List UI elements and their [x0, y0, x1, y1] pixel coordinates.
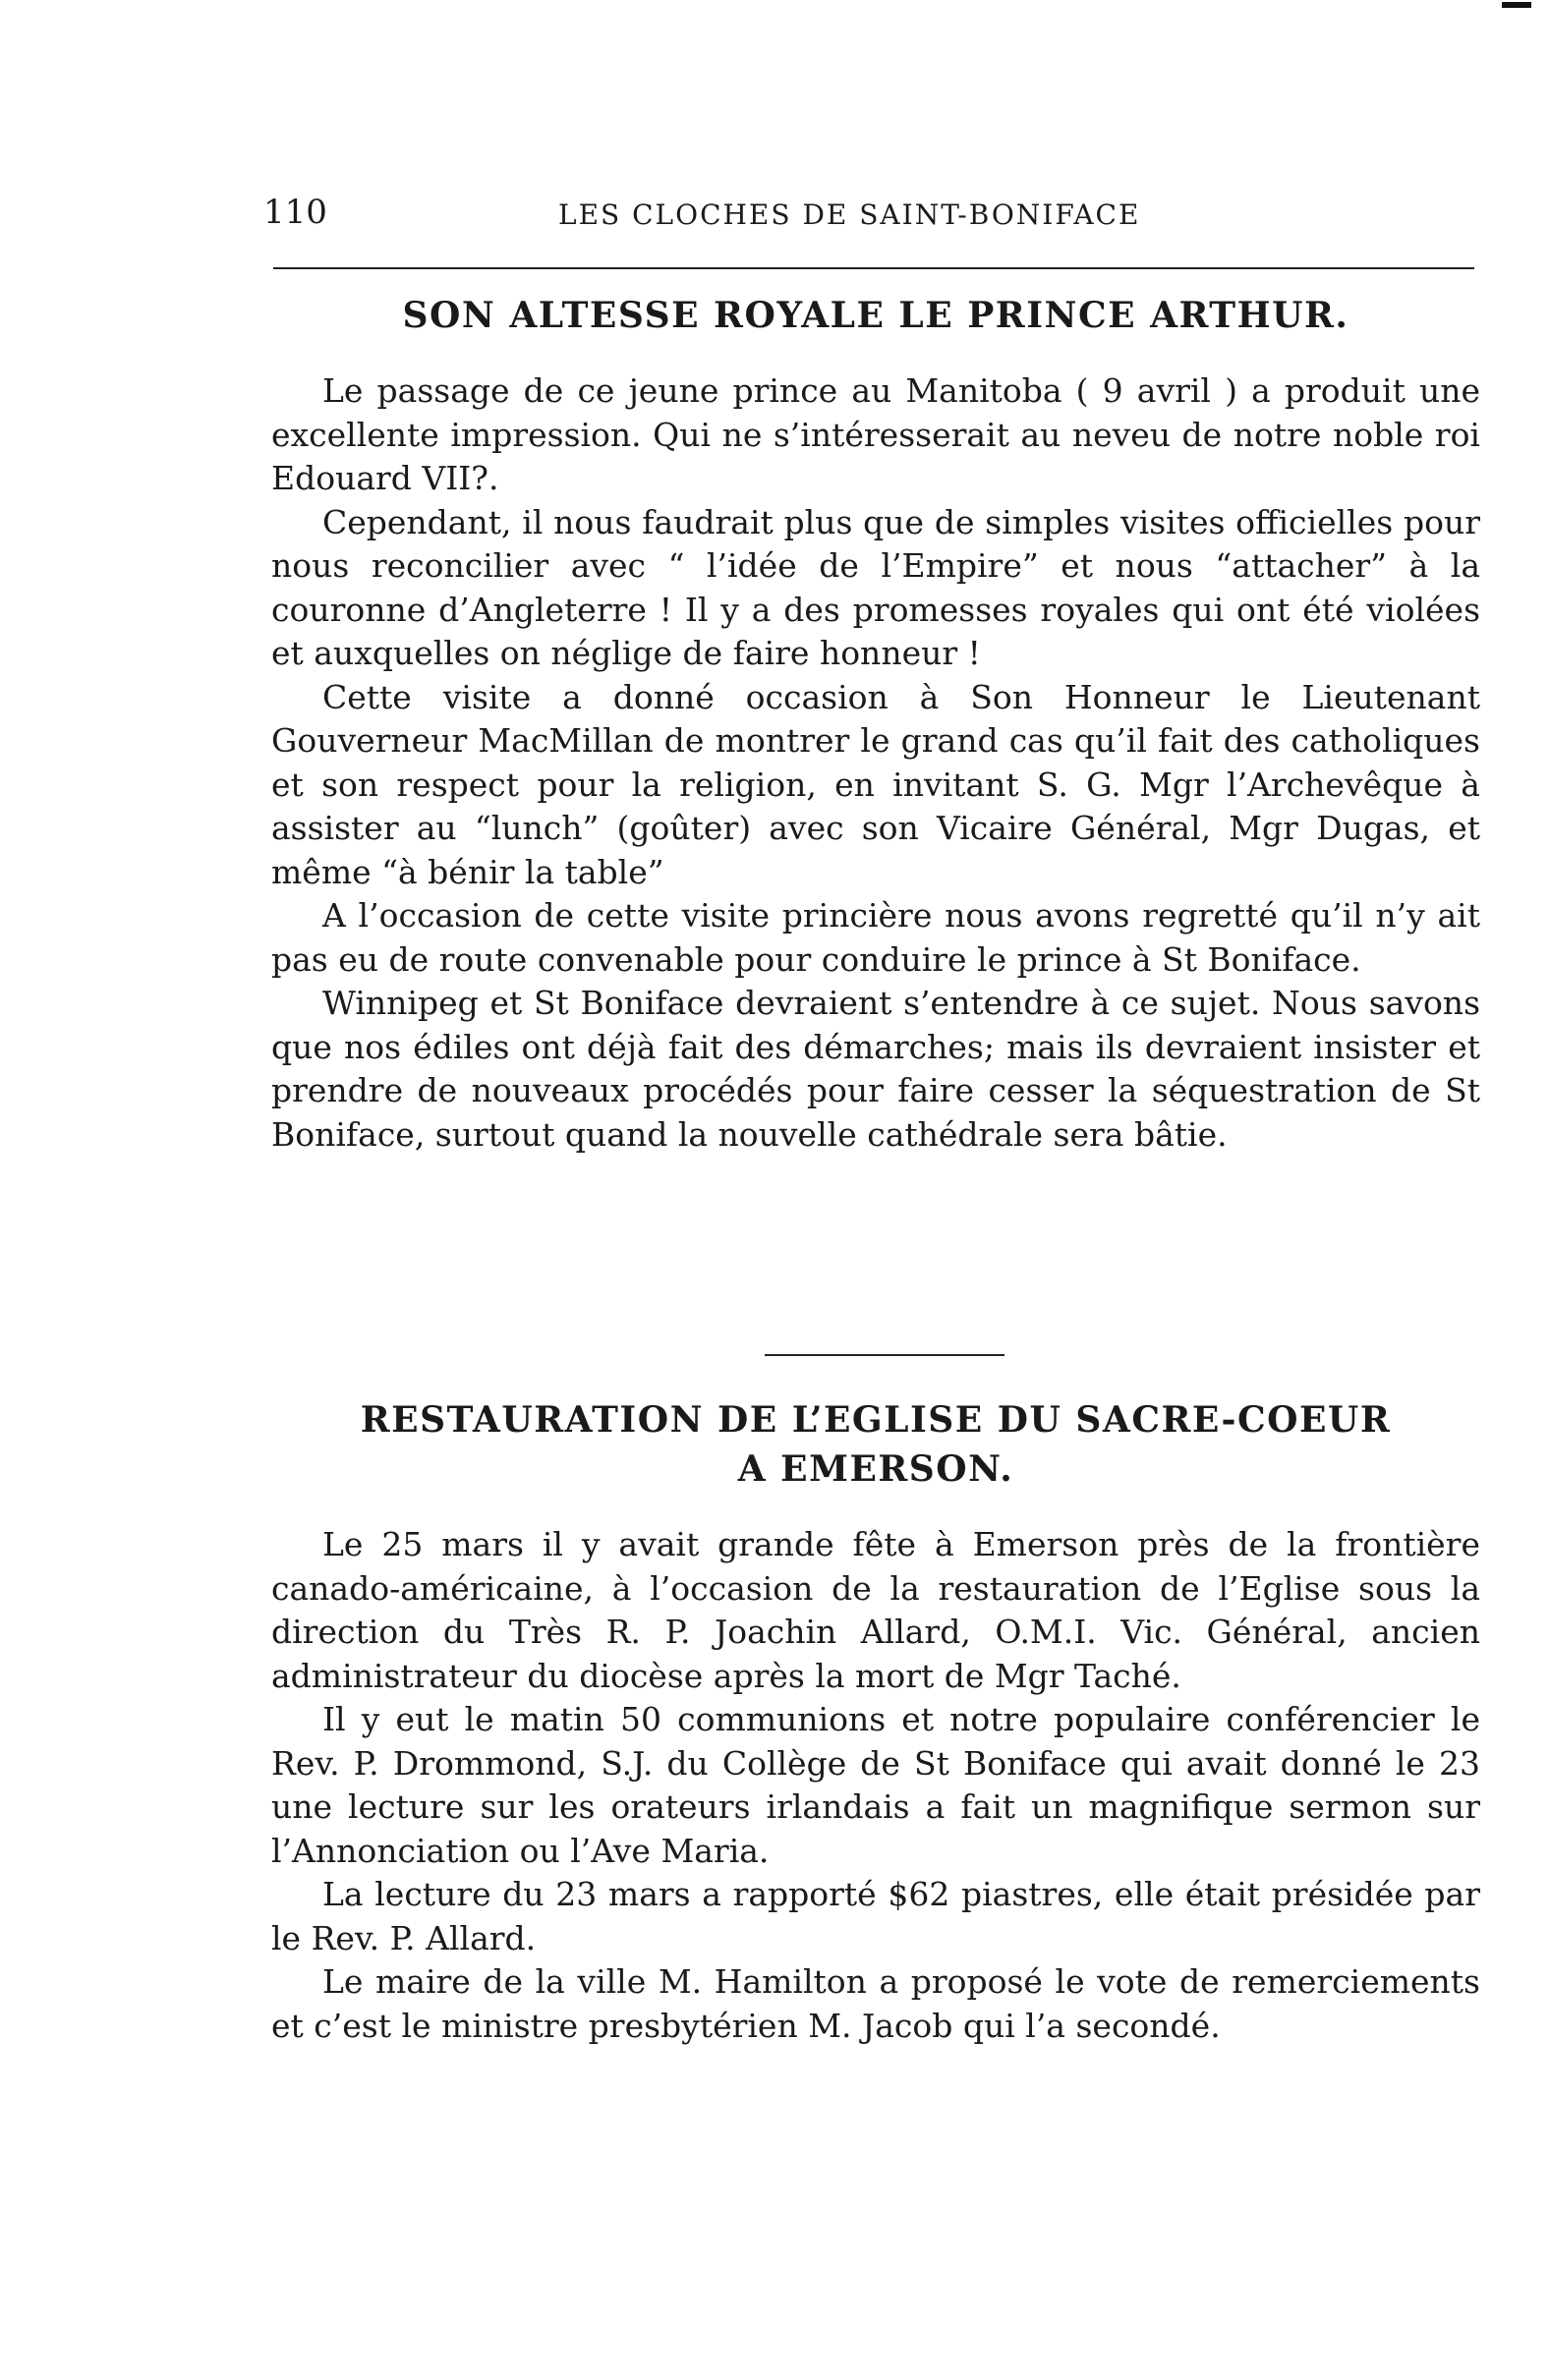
- article-title-line1: RESTAURATION DE L’EGLISE DU SACRE-COEUR: [360, 1399, 1392, 1441]
- paragraph: Cependant, il nous faudrait plus que de simples visites officielles pour nous reconcilier avec “ l’idée de l’Empire” et nous “attacher” à la couronne d’Angleterre ! Il y a des promesses royales qui ont été violées et auxquelles on néglige de faire honneur !: [271, 502, 1480, 672]
- paragraph: A l’occasion de cette visite princière nous avons regretté qu’il n’y ait pas eu de route convenable pour conduire le prince à St Boniface.: [271, 896, 1480, 979]
- scan-mark: [1502, 2, 1531, 8]
- article-prince-arthur: [271, 291, 1480, 1157]
- paragraph: Le passage de ce jeune prince au Manitoba ( 9 avril ) a produit une excellente impression. Qui ne s’intéresserait au neveu de notre noble roi Edouard VII?.: [271, 371, 1480, 497]
- header-rule: [273, 267, 1474, 269]
- paragraph: Le 25 mars il y avait grande fête à Emerson près de la frontière canado-américaine, à l’occasion de la restauration de l’Eglise sous la direction du Très R. P. Joachin Allard, O.M.I. Vic. Général, ancien administrateur du diocèse après la mort de Mgr Taché.: [271, 1525, 1480, 1695]
- paragraph: Il y eut le matin 50 communions et notre populaire conférencier le Rev. P. Drommond, S.J. du Collège de St Boniface qui avait donné le 23 une lecture sur les orateurs irlandais a fait un magnifique sermon sur l’Annonciation ou l’Ave Maria.: [271, 1700, 1480, 1870]
- article-title-line2: A EMERSON.: [737, 1448, 1014, 1490]
- page-number: 110: [263, 193, 327, 232]
- running-title: LES CLOCHES DE SAINT-BONIFACE: [558, 198, 1141, 231]
- paragraph: Le maire de la ville M. Hamilton a proposé le vote de remerciements et c’est le ministre presbytérien M. Jacob qui l’a secondé.: [271, 1962, 1480, 2045]
- article-emerson: [271, 1395, 1480, 2048]
- section-separator: [765, 1354, 1004, 1356]
- paragraph: Cette visite a donné occasion à Son Honneur le Lieutenant Gouverneur MacMillan de montrer le grand cas qu’il fait des catholiques et son respect pour la religion, en invitant S. G. Mgr l’Archevêque à assister au “lunch” (goûter) avec son Vicaire Général, Mgr Dugas, et même “à bénir la table”: [271, 677, 1480, 891]
- article-title: SON ALTESSE ROYALE LE PRINCE ARTHUR.: [402, 295, 1349, 336]
- paragraph: Winnipeg et St Boniface devraient s’entendre à ce sujet. Nous savons que nos édiles ont déjà fait des démarches; mais ils devraient insister et prendre de nouveaux procédés pour faire cesser la séquestration de St Boniface, surtout quand la nouvelle cathédrale sera bâtie.: [271, 984, 1480, 1154]
- paragraph: La lecture du 23 mars a rapporté $62 piastres, elle était présidée par le Rev. P. Allard.: [271, 1875, 1480, 1957]
- page-header: [263, 193, 1490, 240]
